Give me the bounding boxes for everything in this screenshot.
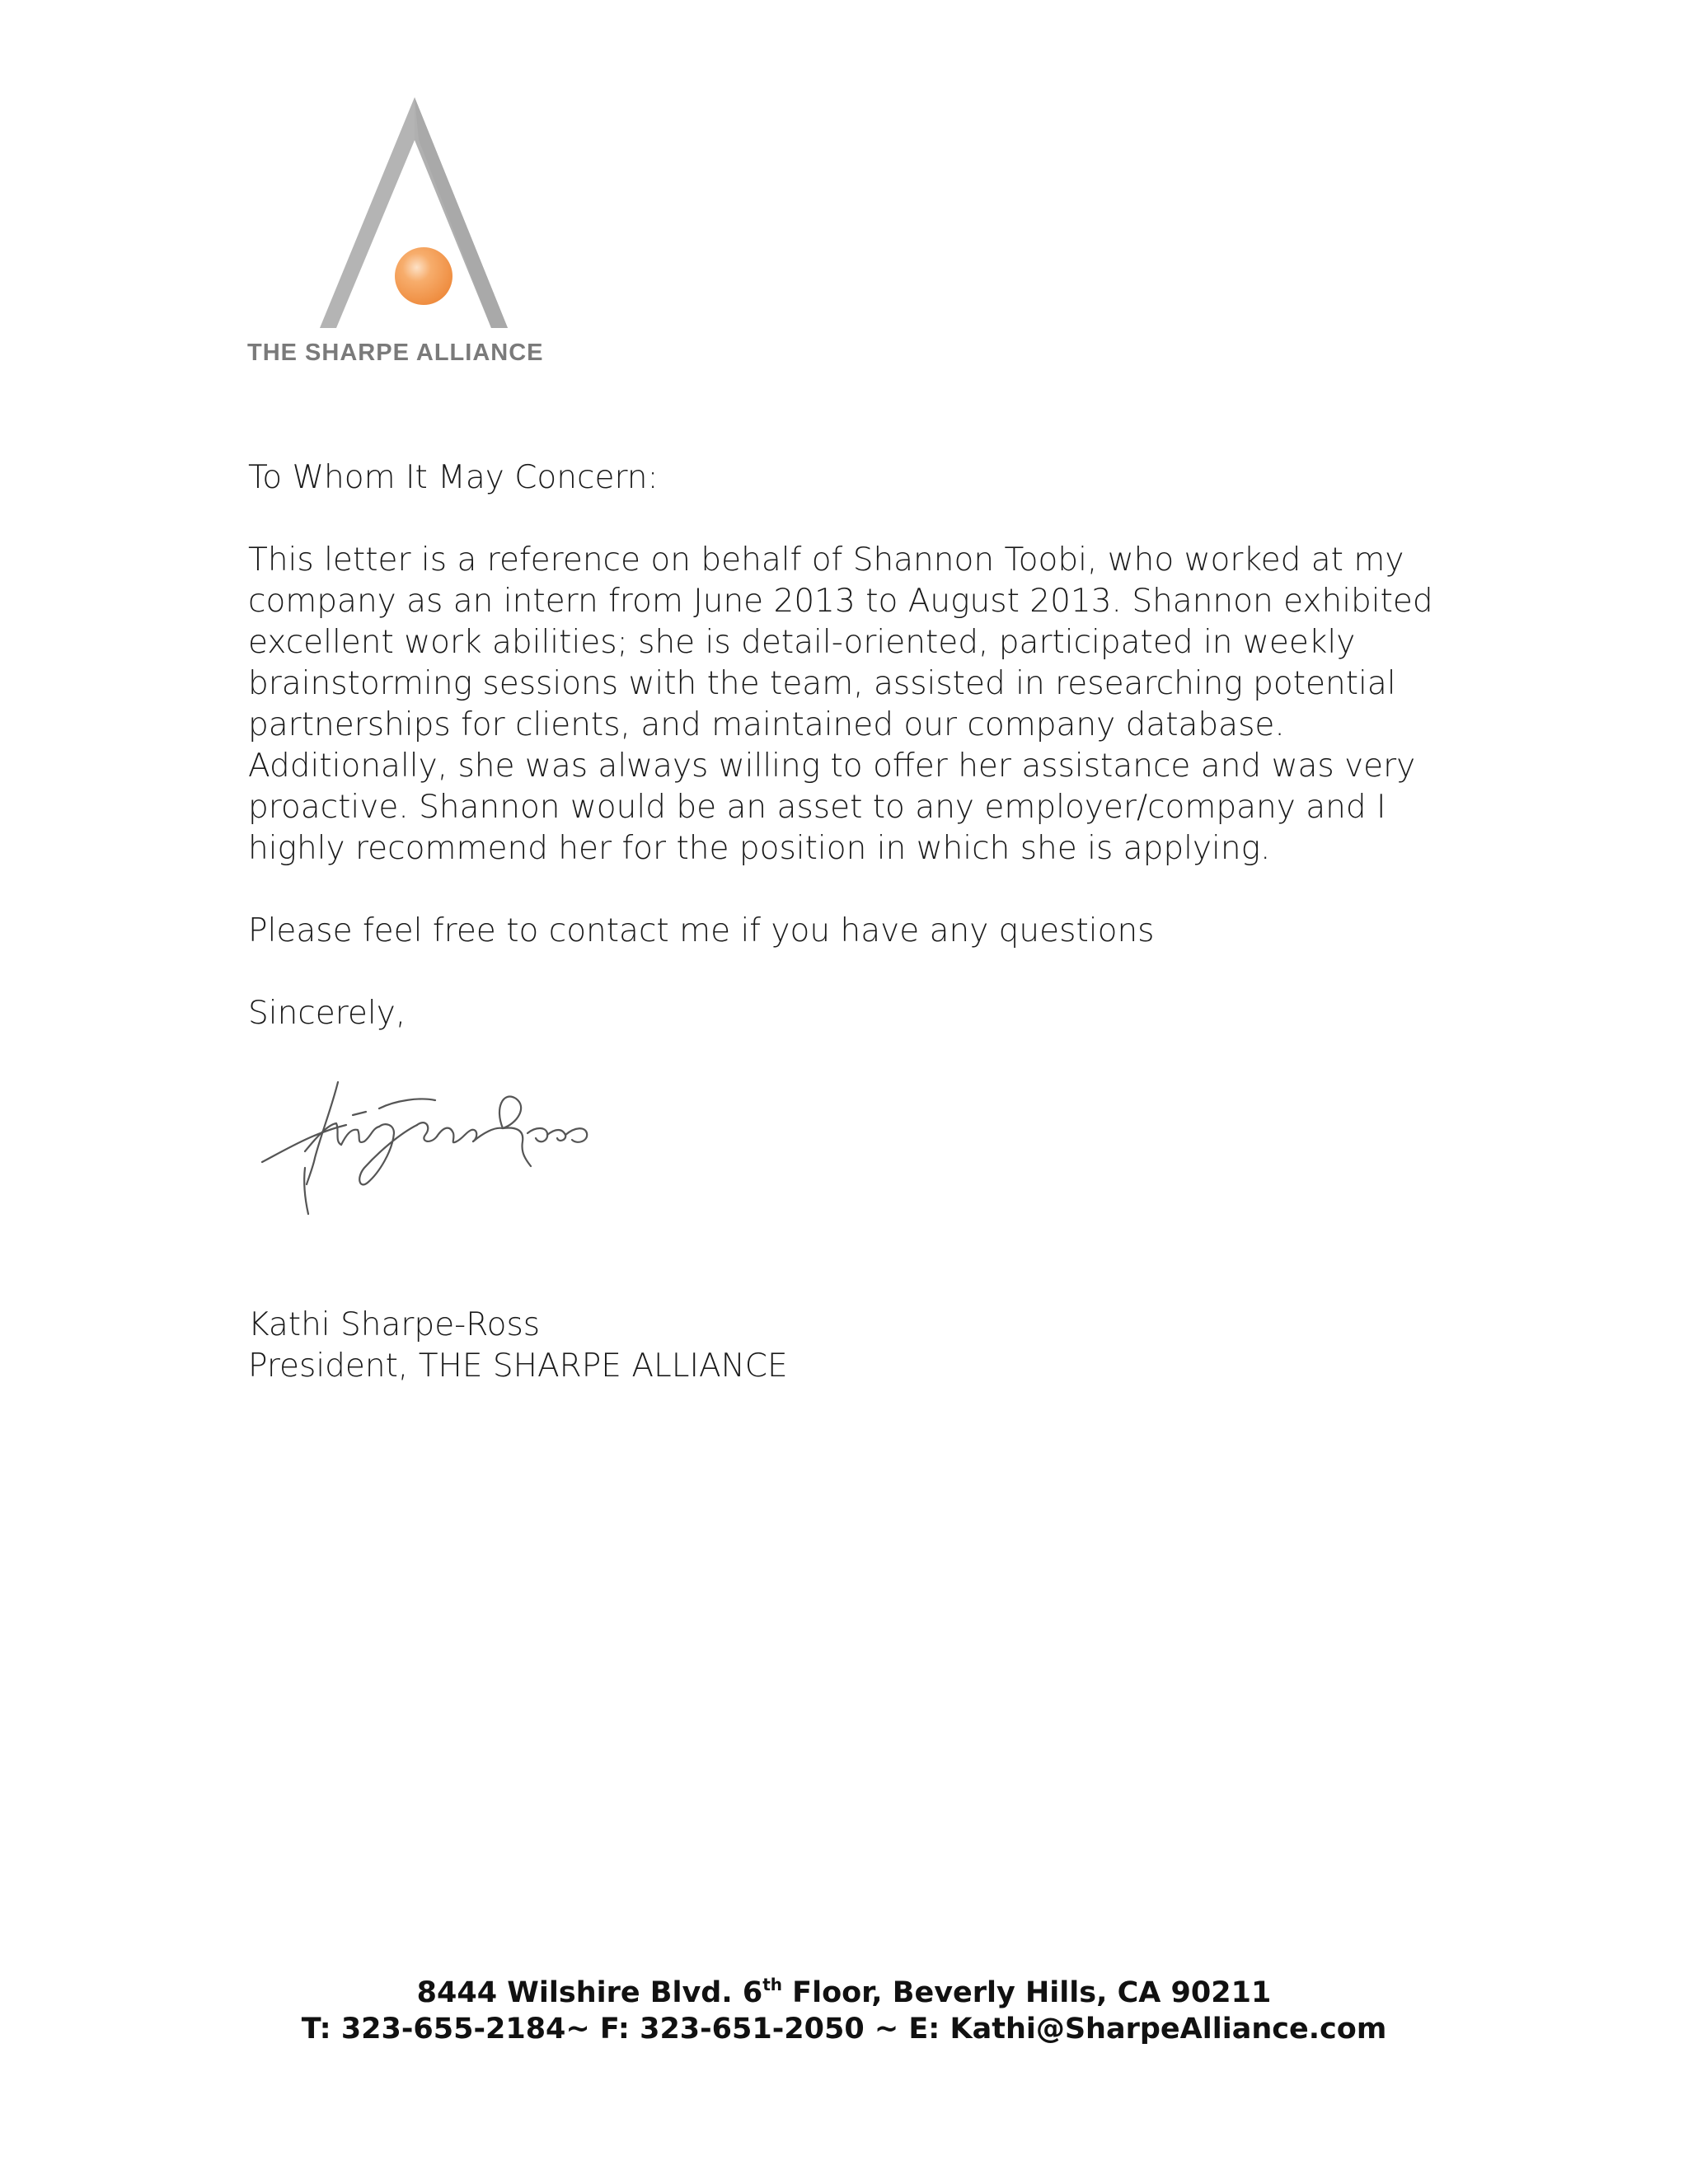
paragraph-line: company as an intern from June 2013 to August 2013. Shannon exhibited: [248, 583, 1433, 620]
footer-address: [0, 1975, 1688, 2011]
paragraph-line: Additionally, she was always willing to offer her assistance and was very: [248, 748, 1416, 785]
reference-paragraph: [248, 540, 1460, 869]
signer-block: [248, 1305, 788, 1387]
paragraph-line: highly recommend her for the position in which she is applying.: [248, 830, 1271, 867]
paragraph-line: proactive. Shannon would be an asset to any employer/company and I: [248, 789, 1386, 826]
company-logo: [244, 91, 607, 371]
salutation: To Whom It May Concern:: [248, 459, 659, 496]
footer-contact: T: 323-655-2184~ F: 323-651-2050 ~ E: Kathi@SharpeAlliance.com: [301, 2013, 1387, 2046]
signer-title: President, THE SHARPE ALLIANCE: [248, 1347, 788, 1385]
paragraph-line: excellent work abilities; she is detail-oriented, participated in weekly: [248, 624, 1356, 661]
footer-address-city: Floor, Beverly Hills, CA 90211: [782, 1976, 1272, 2009]
signer-name: Kathi Sharpe-Ross: [248, 1306, 541, 1343]
signature-scribble-icon: [256, 1076, 602, 1220]
paragraph-line: brainstorming sessions with the team, assisted in researching potential: [248, 665, 1396, 702]
handwritten-signature: [256, 1076, 602, 1220]
logo-company-name: THE SHARPE ALLIANCE: [247, 340, 544, 366]
closing-note: Please feel free to contact me if you have any questions: [248, 912, 1155, 949]
footer-address-superscript: th: [762, 1975, 782, 1994]
letter-body: [248, 457, 1460, 1034]
valediction: Sincerely,: [248, 995, 406, 1032]
paragraph-line: partnerships for clients, and maintained our company database.: [248, 706, 1285, 743]
sharpe-alliance-logo-icon: [244, 91, 607, 338]
footer-address-street: 8444 Wilshire Blvd. 6: [416, 1976, 763, 2009]
paragraph-line: This letter is a reference on behalf of Shannon Toobi, who worked at my: [248, 541, 1404, 579]
letterhead-footer: [0, 1975, 1688, 2047]
